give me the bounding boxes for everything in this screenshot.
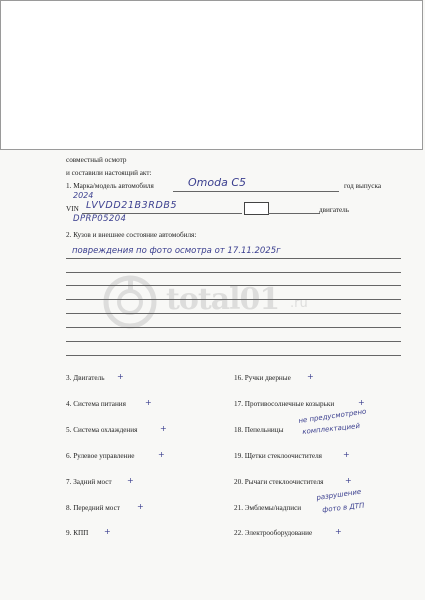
watermark-suffix: .ru	[290, 296, 308, 311]
item2-body-label: 2. Кузов и внешнее состояние автомобиля:	[66, 231, 197, 239]
item-ashtrays-note-1: не предусмотрено	[297, 407, 367, 425]
item1-make-model-label: 1. Марка/модель автомобиля	[66, 182, 154, 190]
body-line	[66, 258, 401, 259]
vin-line-tail	[268, 213, 320, 214]
item-electrical-mark: +	[335, 527, 342, 536]
item-gearbox-label: 9. КПП	[66, 529, 89, 537]
joint-inspection-text: совместный осмотр	[66, 156, 127, 164]
item-electrical-label: 22. Электрооборудование	[234, 529, 313, 537]
vin-redaction-box	[244, 202, 269, 215]
watermark-logo-icon	[100, 272, 160, 332]
vin-handwritten: LVVDD21B3RDB5	[86, 200, 178, 211]
engine-handwritten: DPRP05204	[73, 214, 127, 224]
item-rear-axle-mark: +	[127, 476, 134, 485]
item-engine-label: 3. Двигатель	[66, 374, 105, 382]
item-emblems-note-2: фото в ДТП	[321, 501, 365, 514]
item-emblems-label: 21. Эмблемы/надписи	[234, 504, 302, 512]
engine-label: двигатель	[319, 206, 350, 214]
year-handwritten: 2024	[73, 191, 94, 200]
item-front-axle-label: 8. Передний мост	[66, 504, 120, 512]
item-ashtrays-label: 18. Пепельницы	[234, 426, 284, 434]
item-cooling-system-label: 5. Система охлаждения	[66, 426, 138, 434]
item-wiper-blades-label: 19. Щетки стеклоочистителя	[234, 452, 322, 460]
item-gearbox-mark: +	[104, 527, 111, 536]
body-line	[66, 285, 401, 286]
item-sun-visors-mark: +	[358, 398, 365, 407]
compiled-act-text: и составили настоящий акт:	[66, 169, 152, 177]
body-line	[66, 299, 401, 300]
item-cooling-system-mark: +	[160, 424, 167, 433]
item-sun-visors-label: 17. Противосолнечные козырьки	[234, 400, 335, 408]
item-engine-mark: +	[117, 372, 124, 381]
make-model-line	[173, 191, 339, 192]
item-fuel-system-mark: +	[145, 398, 152, 407]
item-door-handles-label: 16. Ручки дверные	[234, 374, 291, 382]
item-steering-mark: +	[158, 450, 165, 459]
vin-label: VIN	[66, 205, 79, 213]
item-wiper-blades-mark: +	[343, 450, 350, 459]
item-emblems-note-1: разрушение	[315, 487, 362, 502]
body-line	[66, 341, 401, 342]
year-label: год выпуска	[344, 182, 382, 190]
item-fuel-system-label: 4. Система питания	[66, 400, 126, 408]
body-line	[66, 272, 401, 273]
item-steering-label: 6. Рулевое управление	[66, 452, 135, 460]
item-wiper-arms-mark: +	[345, 476, 352, 485]
item-door-handles-mark: +	[307, 372, 314, 381]
item-ashtrays-note-2: комплектацией	[301, 421, 361, 436]
body-line	[66, 313, 401, 314]
item2-handwritten: повреждения по фото осмотра от 17.11.2025г	[72, 246, 281, 256]
redacted-header-area	[0, 0, 423, 150]
item-wiper-arms-label: 20. Рычаги стеклоочистителя	[234, 478, 324, 486]
item-front-axle-mark: +	[137, 502, 144, 511]
body-line	[66, 327, 401, 328]
watermark-text: total01	[166, 282, 280, 317]
item-rear-axle-label: 7. Задний мост	[66, 478, 112, 486]
body-line	[66, 355, 401, 356]
make-model-handwritten: Omoda C5	[188, 176, 247, 189]
